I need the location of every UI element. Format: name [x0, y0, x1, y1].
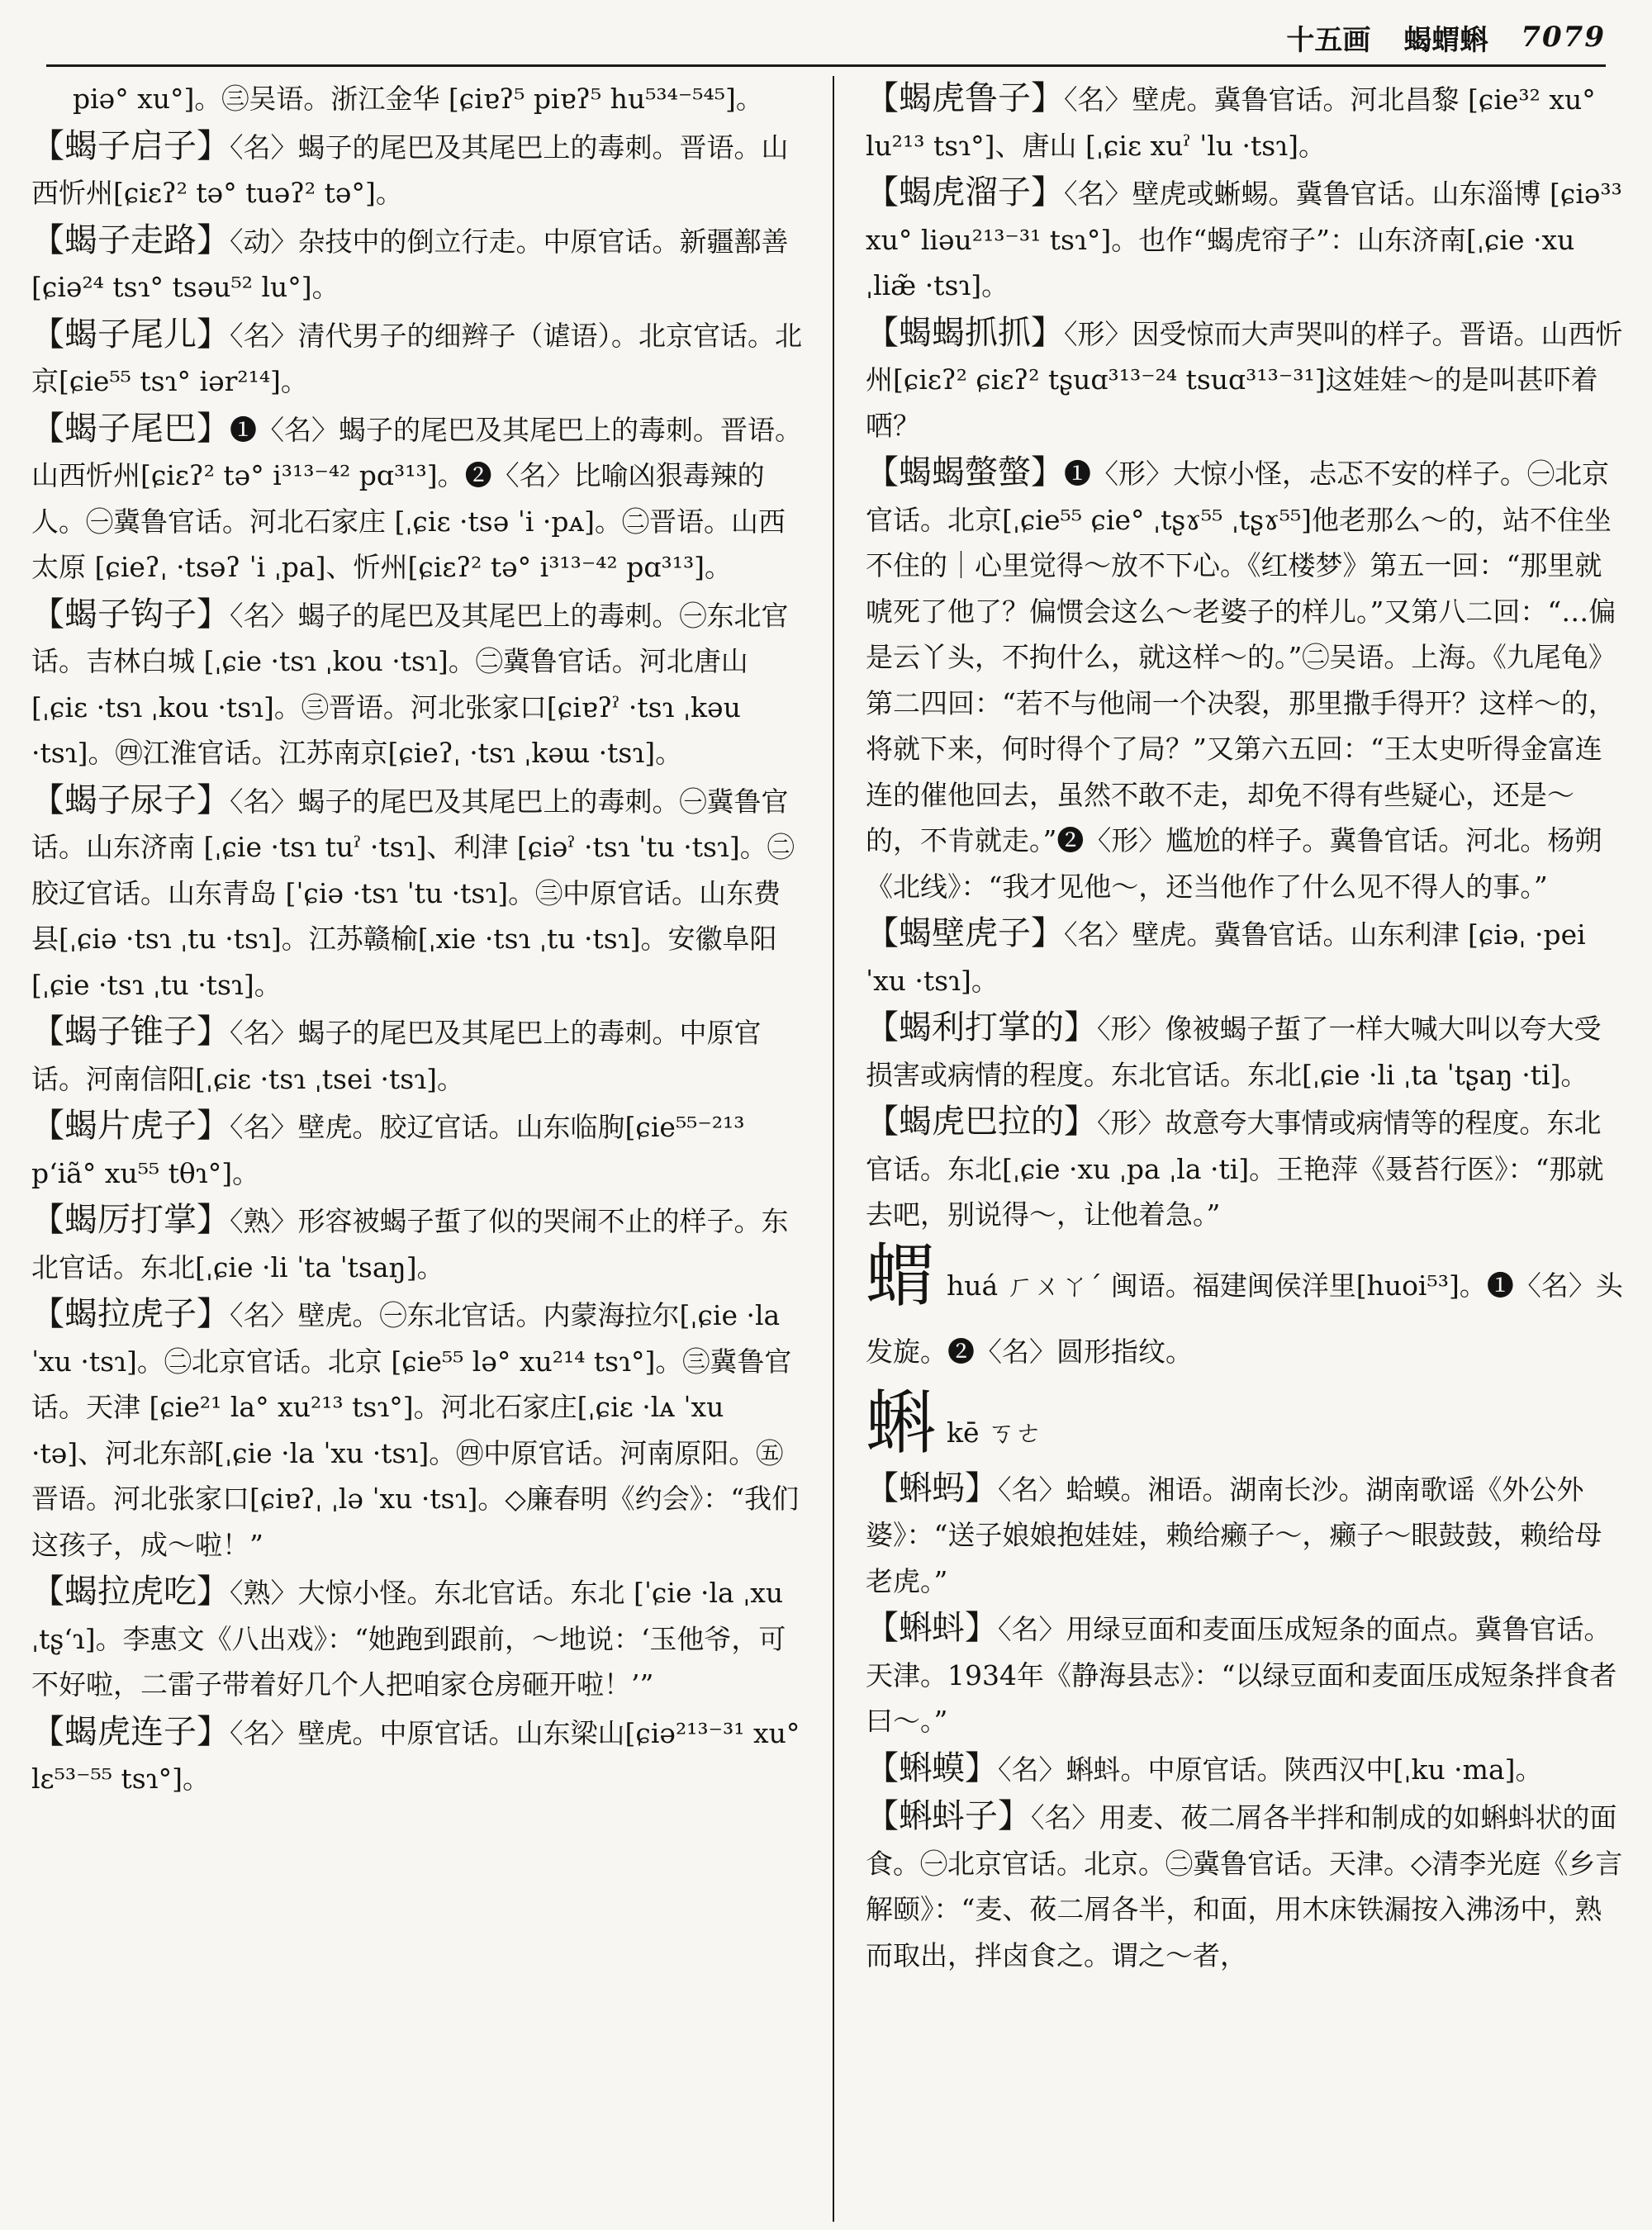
- pronunciation: kē ㄎㄜ: [947, 1416, 1043, 1449]
- dictionary-entry: [31, 312, 804, 405]
- definition-text: 〈形〉因受惊而大声哭叫的样子。晋语。山西忻州[ɕiɛʔ² ɕiɛʔ² tʂuɑ³¹³⁻²⁴ tsuɑ³¹³⁻³¹]这娃娃～的是叫甚吓着哂？: [866, 317, 1623, 442]
- entry-headword: 【蝎子启子】: [31, 126, 230, 165]
- entry-headword: 【蝎片虎子】: [31, 1107, 230, 1145]
- definition-text: 〈名〉壁虎。中原官话。山东梁山[ɕiə²¹³⁻³¹ xu° lɛ⁵³⁻⁵⁵ tsɿ°]。: [31, 1716, 800, 1795]
- dictionary-entry: [866, 1466, 1624, 1605]
- entry-headword: 【蝎子尾儿】: [31, 315, 230, 353]
- dictionary-entry: [31, 1710, 804, 1802]
- entry-headword: 【蝎子锥子】: [31, 1013, 230, 1051]
- dictionary-entry: [31, 124, 804, 216]
- dictionary-entry: [866, 1606, 1624, 1744]
- definition-text: 〈熟〉大惊小怪。东北官话。东北 [ˈɕie ·la ˌxu ˌtʂʻɿ]。李惠文《八出戏》：“她跑到跟前，～地说：‘玉他爷，可不好啦，二雷子带着好几个人把咱家仓房砸开啦！’”: [31, 1577, 786, 1701]
- definition-text: 〈名〉壁虎。冀鲁官话。河北昌黎 [ɕie³² xu° lu²¹³ tsɿ°]、唐山 [ˌɕiɛ xuˀ ˈlu ·tsɿ]。: [866, 83, 1596, 162]
- definition-text: 〈名〉壁虎或蜥蜴。冀鲁官话。山东淄博 [ɕiə³³ xu° liəu²¹³⁻³¹ tsɿ°]。也作“蝎虎帘子”：山东济南[ˌɕie ·xu ˌliæ̃ ·tsɿ]。: [866, 178, 1622, 301]
- dictionary-entry: [866, 311, 1624, 449]
- page-number: 7079: [1521, 21, 1606, 54]
- definition-text: 〈名〉蝌蚪。中原官话。陕西汉中[ˌku ·ma]。: [998, 1753, 1543, 1786]
- entry-headword: 【蝌蚪】: [866, 1609, 998, 1647]
- entry-headword: 【蝎拉虎吃】: [31, 1573, 230, 1611]
- definition-text: 〈名〉用绿豆面和麦面压成短条的面点。冀鲁官话。天津。1934年《静海县志》：“以绿豆面和麦面压成短条拌食者曰～。”: [866, 1613, 1617, 1737]
- dictionary-entry: [866, 1794, 1624, 1978]
- dictionary-entry: [31, 1103, 804, 1196]
- entry-headword: 【蝎壁虎子】: [866, 914, 1064, 952]
- dictionary-entry: [31, 1292, 804, 1568]
- character-entry: [866, 1382, 1624, 1466]
- dictionary-entry: [31, 1569, 804, 1708]
- column-divider: [833, 76, 834, 2222]
- definition-text: 〈名〉蝎子的尾巴及其尾巴上的毒刺。㊀东北官话。吉林白城 [ˌɕie ·tsɿ ˌkou ·tsɿ]。㊁冀鲁官话。河北唐山[ˌɕiɛ ·tsɿ ˌkou ·tsɿ]。㊂晋语。河北张家口[ɕiɐʔˀ ·tsɿ ˌkəu ·tsɿ]。㊃江淮官话。江苏南京[ɕieʔˌ ·tsɿ ˌkəɯ ·tsɿ]。: [31, 599, 789, 769]
- entry-headword: 【蝎蝎螫螫】: [866, 453, 1064, 491]
- dictionary-entry: [31, 218, 804, 311]
- pronunciation: huá ㄏㄨㄚˊ: [947, 1269, 1111, 1302]
- definition-text: 〈名〉壁虎。冀鲁官话。山东利津 [ɕiəˌ ·pei ˈxu ·tsɿ]。: [866, 918, 1586, 997]
- definition-text: 〈名〉壁虎。㊀东北官话。内蒙海拉尔[ˌɕie ·la ˈxu ·tsɿ]。㊁北京官话。北京 [ɕie⁵⁵ lə° xu²¹⁴ tsɿ°]。㊂冀鲁官话。天津 [ɕie²¹ la° xu²¹³ tsɿ°]。河北石家庄[ˌɕiɛ ·lᴀ ˈxu ·tə]、河北东部[ˌɕie ·la ˈxu ·tsɿ]。㊃中原官话。河南原阳。㊄晋语。河北张家口[ɕiɐʔˌ ˌlə ˈxu ·tsɿ]。◇廉春明《约会》：“我们这孩子，成～啦！”: [31, 1299, 800, 1561]
- entry-headword: 【蝎蝎抓抓】: [866, 313, 1064, 352]
- entry-headword: 【蝎虎鲁子】: [866, 79, 1064, 117]
- dictionary-entry: [866, 450, 1624, 909]
- right-column: [866, 76, 1624, 2222]
- dictionary-entry: [866, 170, 1624, 309]
- definition-text: 〈名〉蝎子的尾巴及其尾巴上的毒刺。㊀冀鲁官话。山东济南 [ˌɕie ·tsɿ tuˀ ·tsɿ]、利津 [ɕiəˀ ·tsɿ ˈtu ·tsɿ]。㊁胶辽官话。山东青岛 [ˈɕiə ·tsɿ ˈtu ·tsɿ]。㊂中原官话。山东费县[ˌɕiə ·tsɿ ˌtu ·tsɿ]。江苏赣榆[ˌxie ·tsɿ ˌtu ·tsɿ]。安徽阜阳 [ˌɕie ·tsɿ ˌtu ·tsɿ]。: [31, 785, 795, 1001]
- dictionary-entry: [31, 76, 804, 122]
- dictionary-entry: [866, 76, 1624, 168]
- entry-headword: 【蝎虎溜子】: [866, 173, 1064, 211]
- dictionary-entry: [31, 592, 804, 776]
- definition-text: piə° xu°]。㊂吴语。浙江金华 [ɕiɐʔ⁵ piɐʔ⁵ hu⁵³⁴⁻⁵⁴⁵]。: [73, 83, 763, 115]
- dictionary-entry: [866, 1005, 1624, 1098]
- dictionary-entry: [31, 1009, 804, 1102]
- definition-text: 〈名〉蝎子的尾巴及其尾巴上的毒刺。晋语。山西忻州[ɕiɛʔ² tə° tuəʔ² tə°]。: [31, 130, 789, 209]
- dictionary-entry: [31, 406, 804, 591]
- entry-headword: 【蝌蚪子】: [866, 1797, 1031, 1835]
- definition-text: 〈名〉清代男子的细辫子（谑语）。北京官话。北京[ɕie⁵⁵ tsɿ° iər²¹⁴]。: [31, 319, 802, 397]
- definition-text: 〈名〉壁虎。胶辽官话。山东临朐[ɕie⁵⁵⁻²¹³ pʻiã° xu⁵⁵ tθɿ°]。: [31, 1111, 745, 1189]
- definition-text: 〈名〉蝎子的尾巴及其尾巴上的毒刺。中原官话。河南信阳[ˌɕiɛ ·tsɿ ˌtsei ·tsɿ]。: [31, 1017, 762, 1095]
- entry-headword: 【蝎厉打掌】: [31, 1201, 230, 1239]
- definition-text: 〈熟〉形容被蝎子蜇了似的哭闹不止的样子。东北官话。东北[ˌɕie ·li ˈta ˈtsaŋ]。: [31, 1205, 789, 1283]
- dictionary-entry: [866, 911, 1624, 1004]
- dictionary-entry: [866, 1099, 1624, 1238]
- definition-text: 〈名〉蛤蟆。湘语。湖南长沙。湖南歌谣《外公外婆》：“送子娘娘抱娃娃，赖给癞子～，癞子～眼鼓鼓，赖给母老虎。”: [866, 1473, 1602, 1597]
- entry-headword: 【蝎子尿子】: [31, 780, 230, 819]
- definition-text: 〈动〉杂技中的倒立行走。中原官话。新疆鄯善 [ɕiə²⁴ tsɿ° tsəu⁵² lu°]。: [31, 225, 789, 303]
- definition-text: ❶〈名〉蝎子的尾巴及其尾巴上的毒刺。晋语。山西忻州[ɕiɛʔ² tə° i³¹³⁻⁴² pɑ³¹³]。❷〈名〉比喻凶狠毒辣的人。㊀冀鲁官话。河北石家庄 [ˌɕiɛ ·tsə ˈi ·pᴀ]。㊁晋语。山西太原 [ɕieʔˌ ·tsəʔ ˈi ˌpa]、忻州[ɕiɛʔ² tə° i³¹³⁻⁴² pɑ³¹³]。: [31, 413, 802, 583]
- dictionary-entry: [31, 778, 804, 1008]
- dictionary-entry: [31, 1198, 804, 1290]
- section-label: 十五画: [1286, 23, 1371, 57]
- header-chars: 蝎蝟蝌: [1403, 23, 1488, 57]
- definition-text: ❶〈形〉大惊小怪，忐忑不安的样子。㊀北京官话。北京[ˌɕie⁵⁵ ɕie° ˌtʂɤ⁵⁵ ˌtʂɤ⁵⁵]他老那么～的，站不住坐不住的｜心里觉得～放不下心。《红楼梦》第五一回：“那里就唬死了他了？偏惯会这么～老婆子的样儿。”又第八二回：“…偏是云丫头，不拘什么，就这样～的。”㊁吴语。上海。《九尾龟》第二四回：“若不与他闹一个决裂，那里撒手得开？这样～的，将就下来，何时得个了局？”又第六五回：“王太史听得金富连连的催他回去，虽然不敢不走，却免不得有些疑心，还是～的，不肯就走。”❷〈形〉尴尬的样子。冀鲁官话。河北。杨朔《北线》：“我才见他～，还当他作了什么见不得人的事。”: [866, 458, 1616, 903]
- entry-headword: 【蝎子走路】: [31, 221, 230, 259]
- entry-headword: 【蝌蚂】: [866, 1468, 998, 1507]
- left-column: [31, 76, 804, 2222]
- character-entry: [866, 1235, 1624, 1385]
- entry-headword: 【蝌蟆】: [866, 1748, 998, 1787]
- entry-headword: 【蝎子钩子】: [31, 595, 230, 633]
- entry-headword: 【蝎利打掌的】: [866, 1008, 1097, 1046]
- definition-text: 〈形〉像被蝎子蜇了一样大喊大叫以夸大受损害或病情的程度。东北官话。东北[ˌɕie ·li ˌta ˈtʂaŋ ·ti]。: [866, 1013, 1602, 1091]
- head-character: 蝟: [866, 1235, 936, 1317]
- entry-headword: 【蝎虎连子】: [31, 1712, 230, 1751]
- head-character: 蝌: [866, 1382, 936, 1464]
- entry-headword: 【蝎拉虎子】: [31, 1295, 230, 1333]
- dictionary-entry: [866, 1746, 1624, 1793]
- page-header: [46, 10, 1606, 67]
- entry-headword: 【蝎子尾巴】: [31, 409, 230, 448]
- definition-text: 〈名〉用麦、莜二屑各半拌和制成的如蝌蚪状的面食。㊀北京官话。北京。㊁冀鲁官话。天津。◇清李光庭《乡言解颐》：“麦、莜二屑各半，和面，用木床铁漏按入沸汤中，熟而取出，拌卤食之。谓之～者，: [866, 1801, 1623, 1971]
- definition-text: 闽语。福建闽侯洋里[huoi⁵³]。❶〈名〉头发旋。❷〈名〉圆形指纹。: [866, 1269, 1623, 1368]
- definition-text: 〈形〉故意夸大事情或病情等的程度。东北官话。东北[ˌɕie ·xu ˌpa ˌla ·ti]。王艳萍《聂苔行医》：“那就去吧，别说得～，让他着急。”: [866, 1107, 1604, 1231]
- entry-headword: 【蝎虎巴拉的】: [866, 1103, 1097, 1141]
